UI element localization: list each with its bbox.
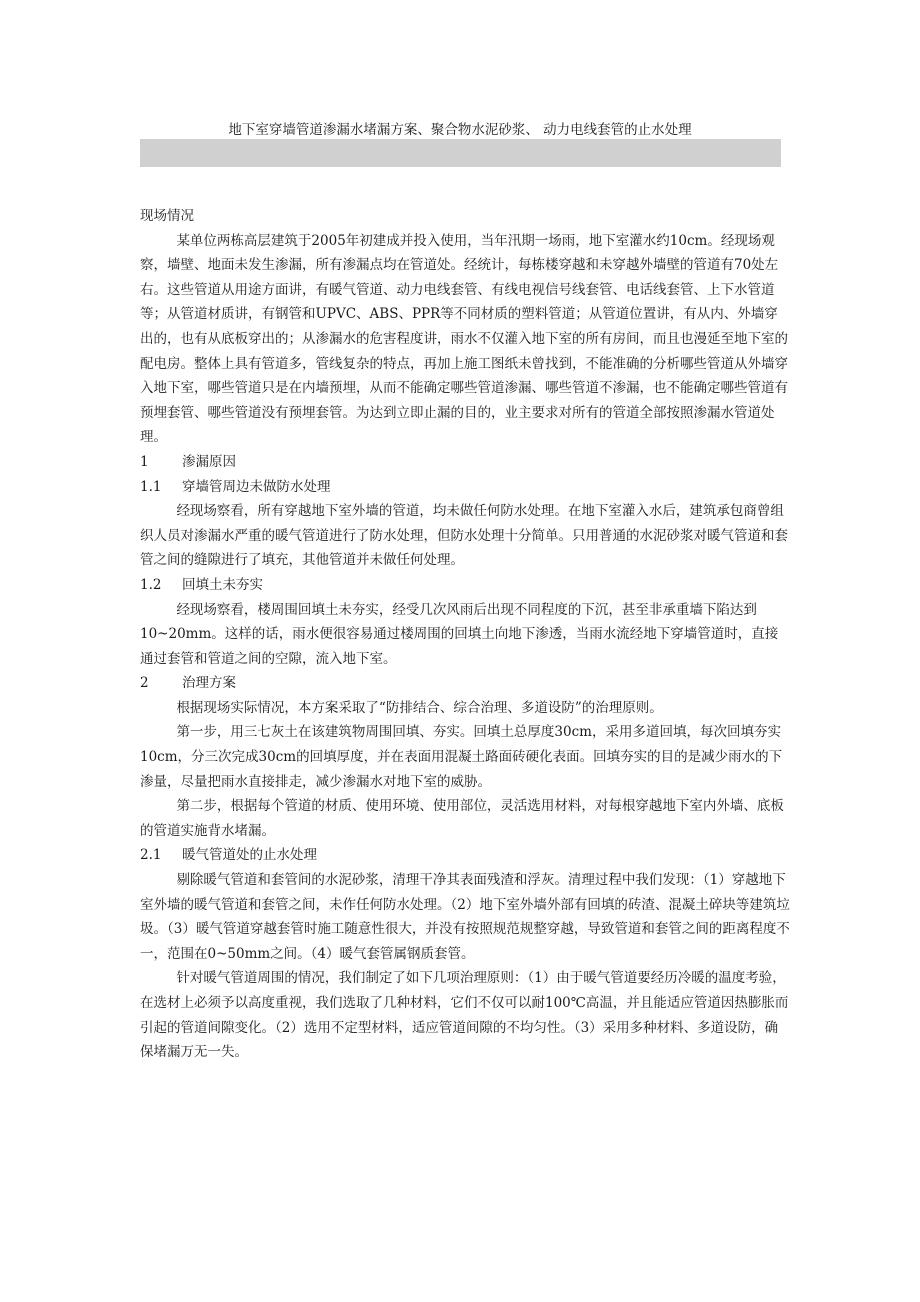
section-number: 1.1 <box>140 478 162 495</box>
section-heading-text: 现场情况 <box>140 208 194 224</box>
body-paragraph: 经现场察看，楼周围回填土未夯实，经受几次风雨后出现不同程度的下沉，甚至非承重墙下陷达到10~20mm。这样的话，雨水便很容易通过楼周围的回填土向地下渗透，当雨水流经地下穿墙管道时，直接通过套管和管道之间的空隙，流入地下室。 <box>140 601 779 667</box>
section-number: 2 <box>140 675 149 692</box>
title-underline-bar <box>140 139 781 167</box>
section-heading-text: 回填土未夯实 <box>182 576 263 593</box>
section-heading <box>140 843 790 868</box>
section-heading-text: 暖气管道处的止水处理 <box>182 847 317 864</box>
body-paragraph: 剔除暖气管道和套管间的水泥砂浆，清理干净其表面残渣和浮灰。清理过程中我们发现：（1）穿越地下室外墙的暖气管道和套管之间，未作任何防水处理。（2）地下室外墙外部有回填的砖渣、混凝土碎块等建筑垃圾。（3）暖气管道穿越套管时施工随意性很大，并没有按照规范规整穿越，导致管道和套管之间的距离程度不一，范围在0~50mm之间。（4）暖气套管属钢质套管。 <box>140 872 790 962</box>
section-heading <box>140 671 790 696</box>
body-paragraph: 根据现场实际情况，本方案采取了“防排结合、综合治理、多道设防”的治理原则。 <box>176 699 663 716</box>
section-heading-text: 渗漏原因 <box>182 453 236 470</box>
body-paragraph: 针对暖气管道周围的情况，我们制定了如下几项治理原则：（1）由于暖气管道要经历冷暖的温度考验，在选材上必须予以高度重视，我们选取了几种材料，它们不仅可以耐100℃高温，并且能适应管道因热膨胀而引起的管道间隙变化。（2）选用不定型材料，适应管道间隙的不均匀性。（3）采用多种材料、多道设防，确保堵漏万无一失。 <box>140 970 789 1061</box>
section-number: 2.1 <box>140 847 162 864</box>
document-title: 地下室穿墙管道渗漏水堵漏方案、聚合物水泥砂浆、 动力电线套管的止水处理 <box>228 122 692 138</box>
section-heading <box>140 475 790 500</box>
section-number: 1.2 <box>140 576 162 593</box>
section-heading <box>140 573 790 598</box>
body-paragraph: 经现场察看，所有穿越地下室外墙的管道，均未做任何防水处理。在地下室灌入水后，建筑承包商曾组织人员对渗漏水严重的暖气管道进行了防水处理，但防水处理十分简单。只用普通的水泥砂浆对暖气管道和套管之间的缝隙进行了填充，其他管道并未做任何处理。 <box>140 503 788 569</box>
document-body <box>140 204 790 1065</box>
body-paragraph: 第二步，根据每个管道的材质、使用环境、使用部位，灵活选用材料，对每根穿越地下室内外墙、底板的管道实施背水堵漏。 <box>140 798 784 839</box>
section-heading-text: 穿墙管周边未做防水处理 <box>182 478 331 495</box>
body-paragraph: 某单位两栋高层建筑于2005年初建成并投入使用，当年汛期一场雨，地下室灌水约10cm。经现场观察，墙壁、地面未发生渗漏，所有渗漏点均在管道处。经统计，每栋楼穿越和未穿越外墙壁的管道有70处左右。这些管道从用途方面讲，有暖气管道、动力电线套管、有线电视信号线套管、电话线套管、上下水管道等；从管道材质讲，有钢管和UPVC、ABS、PPR等不同材质的塑料管道；从管道位置讲，有从内、外墙穿出的，也有从底板穿出的；从渗漏水的危害程度讲，雨水不仅灌入地下室的所有房间，而且也漫延至地下室的配电房。整体上具有管道多，管线复杂的特点，再加上施工图纸未曾找到，不能准确的分析哪些管道从外墙穿入地下室，哪些管道只是在内墙预埋，从而不能确定哪些管道渗漏、哪些管道不渗漏，也不能确定哪些管道有预埋套管、哪些管道没有预埋套管。为达到立即止漏的目的，业主要求对所有的管道全部按照渗漏水管道处理。 <box>140 232 788 446</box>
section-heading <box>140 204 790 229</box>
body-paragraph: 第一步，用三七灰土在该建筑物周围回填、夯实。回填土总厚度30cm，采用多道回填，每次回填夯实10cm，分三次完成30cm的回填厚度，并在表面用混凝土路面砖硬化表面。回填夯实的目的是减少雨水的下渗量，尽量把雨水直接排走，减少渗漏水对地下室的威胁。 <box>140 724 783 790</box>
section-heading-text: 治理方案 <box>182 675 236 692</box>
section-number: 1 <box>140 453 149 470</box>
section-heading <box>140 450 790 475</box>
